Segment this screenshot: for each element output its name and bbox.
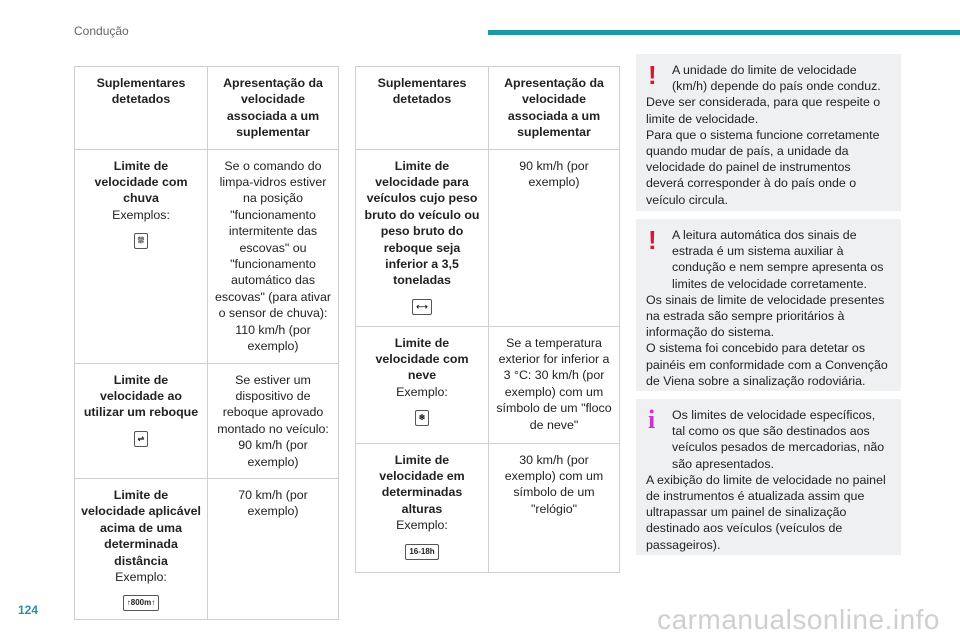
supplement-table-middle [355,66,620,573]
warning-icon: ! [648,225,657,255]
row-title: Limite de velocidade para veículos cujo peso bruto do veículo ou peso bruto do reboque seja inferior a 3,5 toneladas [364,158,480,288]
row-sub: Exemplo: [115,569,167,584]
row-desc: 90 km/h (por exemplo) [489,149,620,326]
table-row [356,149,620,326]
distance-800m-icon: ↑800m↑ [123,595,159,611]
info-icon: i [648,405,656,434]
rain-car-icon: ⛆ [134,233,148,249]
info-note-limits [636,399,901,555]
note-text: Os sinais de limite de velocidade presentes na estrada são sempre prioritários à informação do sistema. [646,292,885,340]
time-16-18h-icon: 16-18h [405,544,438,560]
car-trailer-icon: ⟷ [412,299,431,315]
row-desc: 70 km/h (por exemplo) [208,478,339,619]
note-text: Os limites de velocidade específicos, tal como os que são destinados aos veículos pesados de mercadorias, não são apresentados. [672,408,885,471]
page-number: 124 [18,603,39,617]
snowflake-icon: ❄ [415,410,430,426]
table-row [356,443,620,572]
warning-icon: ! [648,60,657,90]
warning-note-units [636,54,901,211]
row-title: Limite de velocidade em determinadas alturas [379,452,465,516]
table-header-display: Apresentação da velocidade associada a um suplementar [208,67,339,150]
warning-note-reading [636,219,901,391]
row-title: Limite de velocidade aplicável acima de uma determinada distância [81,487,201,568]
row-title: Limite de velocidade com neve [375,335,469,383]
note-text: A leitura automática dos sinais de estrada é um sistema auxiliar à condução e nem sempre apresenta os limites de velocidade corretamente. [672,228,884,291]
row-title: Limite de velocidade com chuva [94,158,188,206]
row-desc: Se o comando do limpa-vidros estiver na posição "funcionamento intermitente das escovas" ou "funcionamento automático das escovas" (para ativar o sensor de chuva): 110 km/h (por exemplo) [208,149,339,363]
note-text: A unidade do limite de velocidade (km/h) depende do país onde conduz. [672,63,881,94]
tow-trailer-icon: ⇌ [134,431,149,447]
row-sub: Exemplos: [112,207,170,222]
row-sub: Exemplo: [396,384,448,399]
table-row [356,326,620,443]
header-accent-bar [488,30,960,35]
note-text: O sistema foi concebido para detetar os painéis em conformidade com a Convenção de Viena sobre a sinalização rodoviária. [646,341,888,388]
table-row [75,363,339,478]
row-desc: Se a temperatura exterior for inferior a 3 °C: 30 km/h (por exemplo) com um símbolo de um "floco de neve" [489,326,620,443]
row-sub: Exemplo: [396,518,448,533]
row-desc: Se estiver um dispositivo de reboque aprovado montado no veículo: 90 km/h (por exemplo) [208,363,339,478]
watermark: carmanualsonline.info [657,604,940,635]
table-row [75,149,339,363]
section-title: Condução [74,24,129,38]
table-header-display: Apresentação da velocidade associada a um suplementar [489,67,620,150]
note-text: A exibição do limite de velocidade no painel de instrumentos é atualizada assim que ultrapassar um painel de sinalização destinado aos veículos (veículos de passageiros). [646,472,886,552]
note-text: Para que o sistema funcione corretamente quando mudar de país, a unidade da velocidade do painel de instrumentos deverá corresponder à do país onde o veículo circula. [646,127,880,207]
table-row [75,478,339,619]
row-desc: 30 km/h (por exemplo) com um símbolo de um "relógio" [489,443,620,572]
table-header-detected: Suplementares detetados [75,67,208,150]
supplement-table-left [74,66,339,620]
table-header-detected: Suplementares detetados [356,67,489,150]
note-text: Deve ser considerada, para que respeite o limite de velocidade. [646,95,881,126]
row-title: Limite de velocidade ao utilizar um reboque [83,372,199,420]
